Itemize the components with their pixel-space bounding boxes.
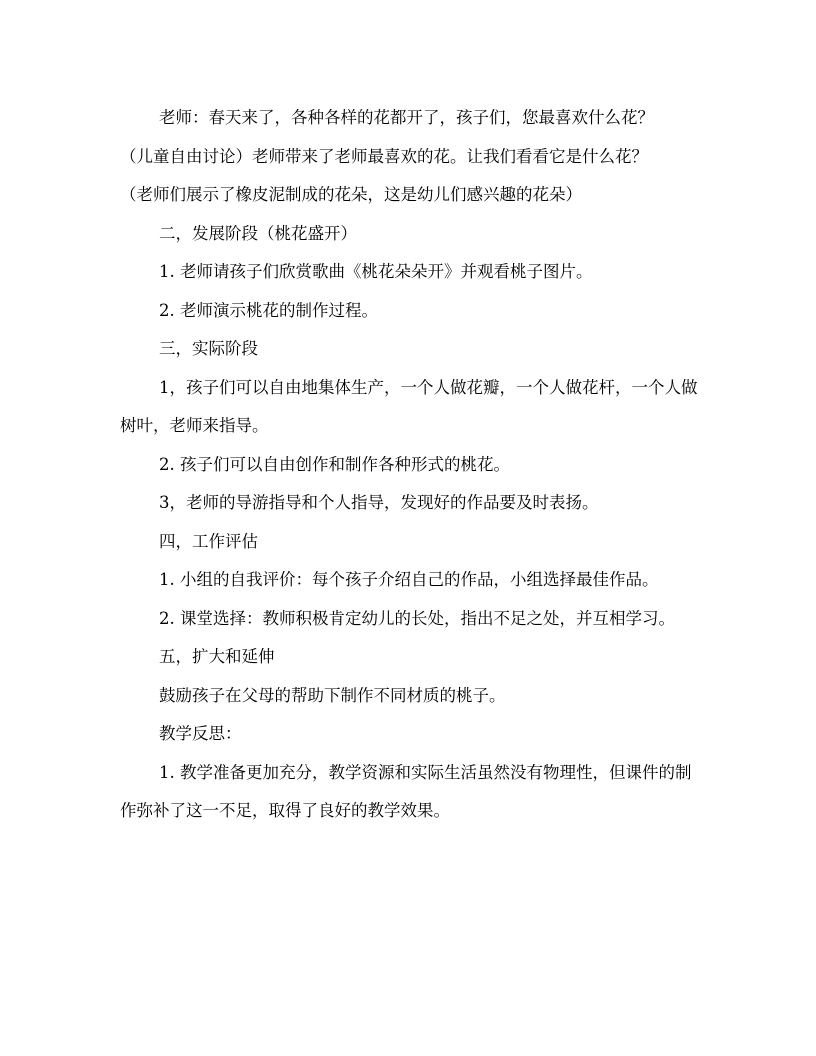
paragraph-clay-flowers: （老师们展示了橡皮泥制成的花朵，这是幼儿们感兴趣的花朵） xyxy=(120,185,582,204)
list-item-free-creation: 2. 孩子们可以自由创作和制作各种形式的桃花。 xyxy=(159,454,510,474)
section-heading-reflection: 教学反思： xyxy=(159,724,242,743)
list-item-preparation: 1. 教学准备更加充分，教学资源和实际生活虽然没有物理性，但课件的制作弥补了这一不足，取得了良好的教学效果。 xyxy=(120,762,692,820)
paragraph-teacher-intro: 老师：春天来了，各种各样的花都开了，孩子们，您最喜欢什么花？ xyxy=(159,108,654,127)
document-body xyxy=(120,99,700,831)
list-item-class-selection: 2. 课堂选择：教师积极肯定幼儿的长处，指出不足之处，并互相学习。 xyxy=(159,608,675,628)
section-heading-extension: 五，扩大和延伸 xyxy=(159,647,275,666)
section-heading-practice: 三，实际阶段 xyxy=(159,339,258,358)
list-item-group-production: 1，孩子们可以自由地集体生产，一个人做花瓣，一个人做花杆，一个人做树叶，老师来指导。 xyxy=(120,377,698,435)
list-item-guidance: 3，老师的导游指导和个人指导，发现好的作品要及时表扬。 xyxy=(159,493,599,512)
section-heading-development: 二，发展阶段（桃花盛开） xyxy=(159,223,357,243)
list-item-self-evaluation: 1. 小组的自我评价：每个孩子介绍自己的作品，小组选择最佳作品。 xyxy=(159,570,659,589)
paragraph-encourage-parents: 鼓励孩子在父母的帮助下制作不同材质的桃子。 xyxy=(159,685,506,705)
list-item-demo: 2. 老师演示桃花的制作过程。 xyxy=(159,300,378,320)
section-heading-evaluation: 四，工作评估 xyxy=(159,531,258,551)
paragraph-children-discussion: （儿童自由讨论）老师带来了老师最喜欢的花。让我们看看它是什么花？ xyxy=(120,146,648,166)
list-item-song: 1. 老师请孩子们欣赏歌曲《桃花朵朵开》并观看桃子图片。 xyxy=(159,262,593,281)
